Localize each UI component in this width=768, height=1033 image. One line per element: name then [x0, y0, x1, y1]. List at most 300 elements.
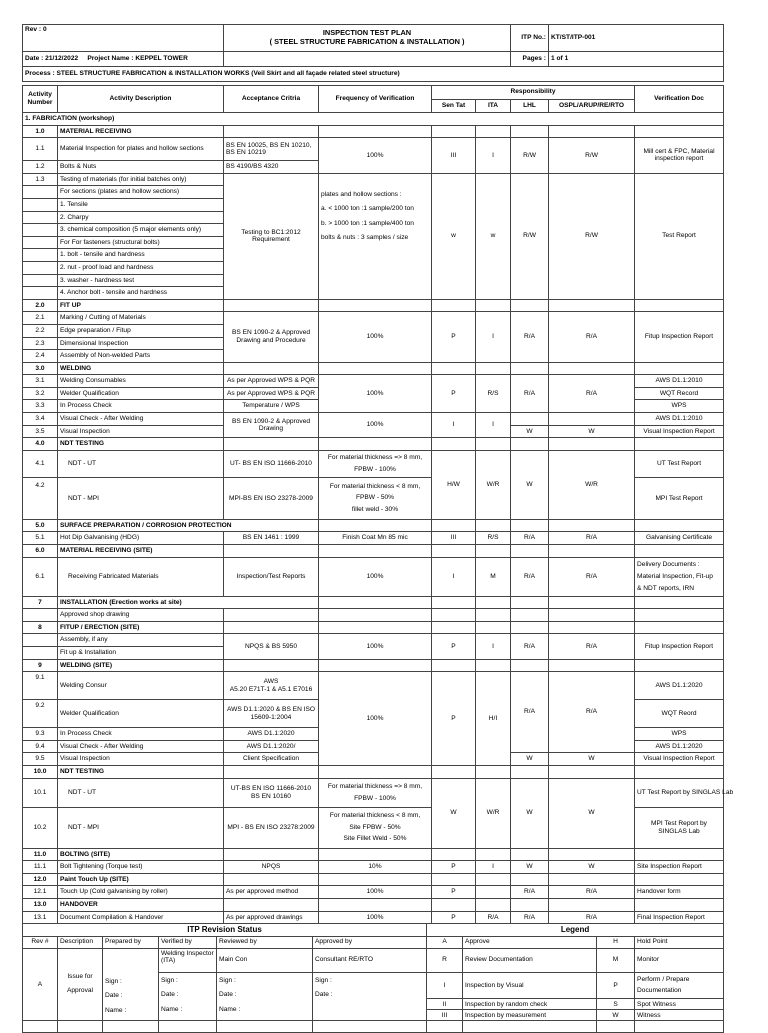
activity-description: Document Compilation & Handover — [58, 911, 224, 924]
table-row — [23, 173, 724, 186]
date-label — [23, 52, 224, 67]
ita: M — [476, 557, 511, 596]
verification-doc: Final Inspection Report — [635, 911, 724, 924]
revision-legend-table — [22, 924, 724, 1033]
verification-doc: Visual Inspection Report — [635, 753, 724, 766]
sen-tat: P — [432, 886, 476, 899]
activity-number: 7 — [23, 596, 58, 609]
activity-description: NDT - UT — [58, 450, 224, 477]
itp-table — [22, 24, 734, 924]
col-lhl: LHL — [511, 99, 549, 113]
itp-no-value: KT/ST/ITP-001 — [549, 25, 724, 52]
frequency: 100% — [319, 375, 432, 413]
ospl: W/R — [549, 450, 635, 519]
frequency-line: a. < 1000 ton :1 sample/200 ton — [321, 205, 414, 213]
activity-description: MATERIAL RECEIVING — [58, 125, 224, 138]
revision-status-title: ITP Revision Status — [23, 924, 427, 936]
activity-description: WELDING (SITE) — [58, 659, 224, 672]
frequency — [319, 807, 432, 848]
rev-col-reviewed: Reviewed by — [217, 936, 313, 948]
rev-col-rev: Rev # — [23, 936, 58, 948]
lhl: R/A — [511, 532, 549, 545]
table-row — [23, 596, 724, 609]
frequency: 100% — [319, 138, 432, 174]
activity-description: WELDING — [58, 362, 224, 375]
criteria-line: AWS — [263, 678, 279, 686]
frequency — [319, 450, 432, 477]
activity-number: 3.4 — [23, 413, 58, 426]
verification-doc: AWS D1.1:2020 — [635, 672, 724, 700]
verification-doc: AWS D1.1:2020 — [635, 740, 724, 753]
frequency-line: fillet weld - 30% — [351, 506, 399, 514]
verification-doc: Fitup Inspection Report — [635, 634, 724, 659]
activity-description: Bolt Tightening (Torque test) — [58, 861, 224, 874]
verification-doc: WPS — [635, 728, 724, 741]
verification-doc: Site Inspection Report — [635, 861, 724, 874]
table-row — [23, 413, 724, 426]
activity-number: 3.5 — [23, 425, 58, 438]
activity-description: Approved shop drawing — [58, 609, 224, 622]
legend-text: Review Documentation — [463, 948, 597, 972]
sub-item: For For fasteners (structural bolts) — [58, 236, 224, 249]
activity-number: 1.2 — [23, 161, 58, 174]
activity-number: 10.1 — [23, 778, 58, 807]
sub-item: 4. Anchor bolt - tensile and hardness — [58, 287, 224, 300]
frequency: 100% — [319, 911, 432, 924]
activity-number: 3.0 — [23, 362, 58, 375]
legend-key: W — [597, 1010, 635, 1021]
acceptance-criteria: BS EN 1461 : 1999 — [224, 532, 319, 545]
frequency-line: FPBW - 50% — [355, 494, 395, 502]
ita: I — [476, 634, 511, 659]
legend-key: M — [597, 948, 635, 972]
date-label: Date : — [105, 992, 123, 1000]
sign-label: Sign : — [315, 976, 332, 984]
activity-description: Visual Inspection — [58, 425, 224, 438]
activity-number: 8 — [23, 621, 58, 634]
rev-blank-row — [23, 1021, 724, 1033]
table-row — [23, 672, 724, 700]
lhl: R/A — [511, 375, 549, 413]
lhl: R/W — [511, 138, 549, 174]
acceptance-criteria: UT- BS EN ISO 11666-2010 — [224, 450, 319, 477]
date-label: Date : — [315, 991, 333, 999]
table-row — [23, 545, 724, 558]
rev-col-verified: Verified by — [159, 936, 217, 948]
sub-item: 2. Charpy — [58, 211, 224, 224]
table-row — [23, 312, 724, 325]
activity-description: MATERIAL RECEIVING (SITE) — [58, 545, 224, 558]
frequency: 100% — [319, 413, 432, 438]
sen-tat: H/W — [432, 450, 476, 519]
activity-number: 2.2 — [23, 324, 58, 337]
frequency-line: For material thickness => 8 mm, — [327, 453, 423, 461]
activity-number: 1.1 — [23, 138, 58, 161]
activity-number: 5.1 — [23, 532, 58, 545]
lhl: R/A — [511, 886, 549, 899]
table-row — [23, 634, 724, 647]
activity-description: Material Inspection for plates and hollow sections — [58, 138, 224, 161]
process-row — [23, 67, 724, 82]
verification-doc: MPI Test Report — [635, 477, 724, 519]
col-ita: ITA — [476, 99, 511, 113]
lhl: W — [511, 778, 549, 848]
activity-description: NDT TESTING — [58, 438, 224, 451]
table-row — [23, 778, 724, 807]
frequency-line: b. > 1000 ton :1 sample/400 ton — [321, 219, 414, 227]
acceptance-criteria: NPQS & BS 5950 — [224, 634, 319, 659]
sign-label: Sign : — [219, 976, 236, 984]
activity-number: 4.1 — [23, 450, 58, 477]
ita — [476, 886, 511, 899]
activity-number: 9.3 — [23, 728, 58, 741]
verification-doc: WQT Record — [635, 387, 724, 400]
rev-title-row — [23, 924, 724, 936]
lhl: R/A — [511, 557, 549, 596]
legend-key: A — [427, 936, 463, 948]
process-text: Process : STEEL STRUCTURE FABRICATION & INSTALLATION WORKS (Veil Skirt and all façade related steel structure) — [23, 67, 724, 82]
acceptance-criteria: Temperature / WPS — [224, 400, 319, 413]
sign-label: Sign : — [105, 977, 122, 985]
col-frequency: Frequency of Verification — [319, 86, 432, 113]
activity-number: 9 — [23, 659, 58, 672]
activity-description: NDT - MPI — [58, 807, 224, 848]
sub-item: 3. chemical composition (5 major elements only) — [58, 224, 224, 237]
ospl: R/A — [549, 375, 635, 413]
legend-text: Documentation — [637, 987, 682, 995]
col-responsibility: Responsibility — [432, 86, 635, 100]
acceptance-criteria: As per approved drawings — [224, 911, 319, 924]
sign-label: Sign : — [161, 976, 178, 984]
activity-description: Welder Qualification — [58, 700, 224, 728]
verification-doc: UT Test Report — [635, 450, 724, 477]
table-row — [23, 438, 724, 451]
acceptance-criteria: BS 4190/BS 4320 — [224, 161, 319, 174]
rev-description-line: Issue for — [67, 972, 93, 980]
activity-description: NDT TESTING — [58, 765, 224, 778]
rev-description — [58, 948, 103, 1021]
activity-number: 9.1 — [23, 672, 58, 700]
activity-description: Touch Up (Cold galvanising by roller) — [58, 886, 224, 899]
acceptance-criteria: MPI-BS EN ISO 23278-2009 — [224, 477, 319, 519]
document-title — [224, 25, 511, 52]
table-row — [23, 886, 724, 899]
legend-key: P — [597, 972, 635, 999]
frequency-line: bolts & nuts : 3 samples / size — [321, 234, 409, 242]
verification-doc: Visual Inspection Report — [635, 425, 724, 438]
frequency: 100% — [319, 672, 432, 766]
table-row — [23, 362, 724, 375]
acceptance-criteria: UT-BS EN ISO 11666-2010 BS EN 10160 — [224, 778, 319, 807]
acceptance-criteria: BS EN 1090-2 & Approved Drawing — [224, 413, 319, 438]
activity-number: 4.2 — [23, 477, 58, 519]
table-row — [23, 375, 724, 388]
ita: I — [476, 138, 511, 174]
activity-number: 3.3 — [23, 400, 58, 413]
activity-description: In Process Check — [58, 728, 224, 741]
activity-number: 12.0 — [23, 873, 58, 886]
activity-number: 1.3 — [23, 173, 58, 186]
activity-description: Marking / Cutting of Materials — [58, 312, 224, 325]
acceptance-criteria: BS EN 10025, BS EN 10210, BS EN 10219 — [224, 138, 319, 161]
lhl: W — [511, 753, 549, 766]
activity-description: In Process Check — [58, 400, 224, 413]
table-row — [23, 848, 724, 861]
col-sen-tat: Sen Tat — [432, 99, 476, 113]
frequency — [319, 173, 432, 299]
table-row — [23, 898, 724, 911]
ita: H/I — [476, 672, 511, 766]
table-row — [23, 532, 724, 545]
acceptance-criteria: AWS D1.1:2020 & BS EN ISO 15609-1:2004 — [224, 700, 319, 728]
table-row — [23, 765, 724, 778]
acceptance-criteria: MPI - BS EN ISO 23278:2009 — [224, 807, 319, 848]
approved-by-block — [313, 972, 427, 1021]
legend-text: Approve — [463, 936, 597, 948]
activity-description: Assembly of Non-welded Parts — [58, 350, 224, 363]
activity-description: Welding Consur — [58, 672, 224, 700]
frequency: 100% — [319, 557, 432, 596]
col-acceptance-criteria: Acceptance Critria — [224, 86, 319, 113]
pages-value: 1 of 1 — [549, 52, 724, 67]
activity-number: 6.0 — [23, 545, 58, 558]
sub-item: 1. Tensile — [58, 198, 224, 211]
activity-number: 4.0 — [23, 438, 58, 451]
table-row — [23, 621, 724, 634]
header-row-2 — [23, 52, 724, 67]
verification-doc: MPI Test Report by SINGLAS Lab — [635, 807, 724, 848]
table-row — [23, 125, 724, 138]
lhl: W — [511, 450, 549, 519]
activity-description: Visual Inspection — [58, 753, 224, 766]
name-label: Name : — [219, 1005, 241, 1013]
date-label: Date : — [219, 991, 237, 999]
lhl: R/A — [511, 312, 549, 362]
sen-tat: P — [432, 634, 476, 659]
activity-number: 11.1 — [23, 861, 58, 874]
acceptance-criteria: AWS D1.1:2020/ — [224, 740, 319, 753]
lhl: R/A — [511, 634, 549, 659]
sen-tat: I — [432, 557, 476, 596]
activity-number: 6.1 — [23, 557, 58, 596]
legend-key: I — [427, 972, 463, 999]
table-row — [23, 873, 724, 886]
sen-tat: W — [432, 778, 476, 848]
lhl: R/A — [511, 672, 549, 753]
activity-number: 3.1 — [23, 375, 58, 388]
frequency: 100% — [319, 312, 432, 362]
legend-key: H — [597, 936, 635, 948]
legend-text: Monitor — [635, 948, 724, 972]
activity-description: Welder Qualification — [58, 387, 224, 400]
sen-tat: III — [432, 532, 476, 545]
col-ospl: OSPL/ARUP/RE/RTO — [549, 99, 635, 113]
ospl: R/W — [549, 173, 635, 299]
rev-description-line: Approval — [66, 987, 94, 995]
verification-line: Delivery Documents : — [637, 560, 700, 568]
ospl: W — [549, 861, 635, 874]
name-label: Name : — [161, 1005, 183, 1013]
legend-text: Spot Witness — [635, 999, 724, 1010]
frequency — [319, 778, 432, 807]
col-header-row-1 — [23, 86, 724, 100]
activity-description: SURFACE PREPARATION / CORROSION PROTECTION — [58, 519, 319, 532]
table-row — [23, 659, 724, 672]
legend-key: III — [427, 1010, 463, 1021]
activity-description: HANDOVER — [58, 898, 224, 911]
title-line-2: ( STEEL STRUCTURE FABRICATION & INSTALLATION ) — [269, 37, 465, 46]
sub-item: 1. bolt - tensile and hardness — [58, 249, 224, 262]
itp-sheet — [22, 24, 734, 1033]
rev-col-description: Description — [58, 936, 103, 948]
section-row — [23, 113, 724, 126]
ospl: R/A — [549, 312, 635, 362]
activity-number: 2.4 — [23, 350, 58, 363]
ospl: R/A — [549, 532, 635, 545]
frequency-line: Site FPBW - 50% — [349, 823, 401, 831]
activity-number: 10.0 — [23, 765, 58, 778]
prepared-by-block — [103, 948, 159, 1021]
date-text: Date : 21/12/2022 — [25, 55, 79, 63]
sub-item: 2. nut - proof load and hardness — [58, 261, 224, 274]
verification-doc — [635, 557, 724, 596]
lhl: R/W — [511, 173, 549, 299]
title-line-1: INSPECTION TEST PLAN — [322, 28, 412, 38]
frequency-line: For material thickness < 8 mm, — [329, 811, 421, 819]
ospl: W — [549, 753, 635, 766]
sen-tat: P — [432, 312, 476, 362]
sub-item: For sections (plates and hollow sections) — [58, 186, 224, 199]
ita: I — [476, 861, 511, 874]
ospl: W — [549, 778, 635, 848]
activity-description: INSTALLATION (Erection works at site) — [58, 596, 319, 609]
legend-text: Inspection by measurement — [463, 1010, 597, 1021]
sen-tat: III — [432, 138, 476, 174]
verification-line: & NDT reports, IRN — [637, 584, 695, 592]
ospl: R/A — [549, 672, 635, 753]
verification-doc: UT Test Report by SINGLAS Lab — [635, 778, 724, 807]
sen-tat: I — [432, 413, 476, 438]
activity-number: 12.1 — [23, 886, 58, 899]
sen-tat: w — [432, 173, 476, 299]
activity-description: FITUP / ERECTION (SITE) — [58, 621, 224, 634]
name-label: Name : — [105, 1006, 127, 1014]
activity-description: Testing of materials (for initial batches only) — [58, 173, 224, 186]
sen-tat: P — [432, 861, 476, 874]
activity-number: 10.2 — [23, 807, 58, 848]
verification-doc: AWS D1.1:2010 — [635, 375, 724, 388]
activity-number: 13.0 — [23, 898, 58, 911]
rev-value: A — [23, 948, 58, 1021]
activity-description: BOLTING (SITE) — [58, 848, 224, 861]
activity-description: Assembly, if any — [58, 634, 224, 647]
reviewed-by-block — [217, 972, 313, 1021]
col-verification-doc: Verification Doc — [635, 86, 724, 113]
activity-description: Visual Check - After Welding — [58, 413, 224, 426]
verification-doc: Galvanising Certificate — [635, 532, 724, 545]
ita: R/A — [476, 911, 511, 924]
ita: I — [476, 312, 511, 362]
col-activity-number: Activity Number — [23, 86, 58, 113]
header-blank — [224, 52, 511, 67]
table-row — [23, 911, 724, 924]
activity-description: Dimensional Inspection — [58, 337, 224, 350]
legend-text: Inspection by Visual — [463, 972, 597, 999]
frequency — [319, 477, 432, 519]
ospl: R/A — [549, 557, 635, 596]
ita: I — [476, 413, 511, 438]
frequency-line: For material thickness => 8 mm, — [327, 782, 423, 790]
acceptance-criteria: As per approved method — [224, 886, 319, 899]
ita: W/R — [476, 450, 511, 519]
itp-no-label: ITP No.: — [511, 25, 549, 52]
activity-number: 9.5 — [23, 753, 58, 766]
activity-number: 11.0 — [23, 848, 58, 861]
acceptance-criteria: Testing to BC1:2012 Requirement — [224, 173, 319, 299]
table-row — [23, 519, 724, 532]
acceptance-criteria: AWS D1.1:2020 — [224, 728, 319, 741]
table-row — [23, 138, 724, 161]
project-name: Project Name : KEPPEL TOWER — [87, 55, 188, 63]
activity-description: Hot Dip Galvanising (HDG) — [58, 532, 224, 545]
frequency: 100% — [319, 886, 432, 899]
acceptance-criteria — [224, 672, 319, 700]
activity-description: Paint Touch Up (SITE) — [58, 873, 224, 886]
ospl: W — [549, 425, 635, 438]
ita: w — [476, 173, 511, 299]
lhl: R/A — [511, 911, 549, 924]
activity-description: NDT - UT — [58, 778, 224, 807]
legend-key: II — [427, 999, 463, 1010]
revision-label: Rev : 0 — [23, 25, 224, 52]
sen-tat: P — [432, 375, 476, 413]
verification-doc: Handover form — [635, 886, 724, 899]
verification-doc: WPS — [635, 400, 724, 413]
legend-key: R — [427, 948, 463, 972]
activity-description: NDT - MPI — [58, 477, 224, 519]
verification-line: Material Inspection, Fit-up — [637, 572, 713, 580]
legend-text: Inspection by random check — [463, 999, 597, 1010]
frequency-line: plates and hollow sections : — [321, 190, 402, 198]
legend-text: Hold Point — [635, 936, 724, 948]
ospl: R/A — [549, 886, 635, 899]
activity-description: Fit up & Installation — [58, 647, 224, 660]
activity-description: FIT UP — [58, 299, 224, 312]
verification-doc: WQT Reord — [635, 700, 724, 728]
activity-number: 2.1 — [23, 312, 58, 325]
rev-header-row — [23, 936, 724, 948]
lhl: W — [511, 861, 549, 874]
legend-text: Witness — [635, 1010, 724, 1021]
activity-description: Welding Consumables — [58, 375, 224, 388]
acceptance-criteria: Inspection/Test Reports — [224, 557, 319, 596]
section-title: 1. FABRICATION (workshop) — [23, 113, 724, 126]
lhl: W — [511, 425, 549, 438]
activity-description: Receiving Fabricated Materials — [58, 557, 224, 596]
frequency-line: FPBW - 100% — [354, 794, 396, 802]
activity-number: 2.3 — [23, 337, 58, 350]
activity-description: Visual Check - After Welding — [58, 740, 224, 753]
approved-by-role: Consultant RE/RTO — [313, 948, 427, 972]
ospl: R/A — [549, 634, 635, 659]
activity-number: 2.0 — [23, 299, 58, 312]
rev-col-prepared: Prepared by — [103, 936, 159, 948]
verification-doc: AWS D1.1:2010 — [635, 413, 724, 426]
frequency: 10% — [319, 861, 432, 874]
sub-item: 3. washer - hardness test — [58, 274, 224, 287]
pages-label: Pages : — [511, 52, 549, 67]
sen-tat: P — [432, 911, 476, 924]
